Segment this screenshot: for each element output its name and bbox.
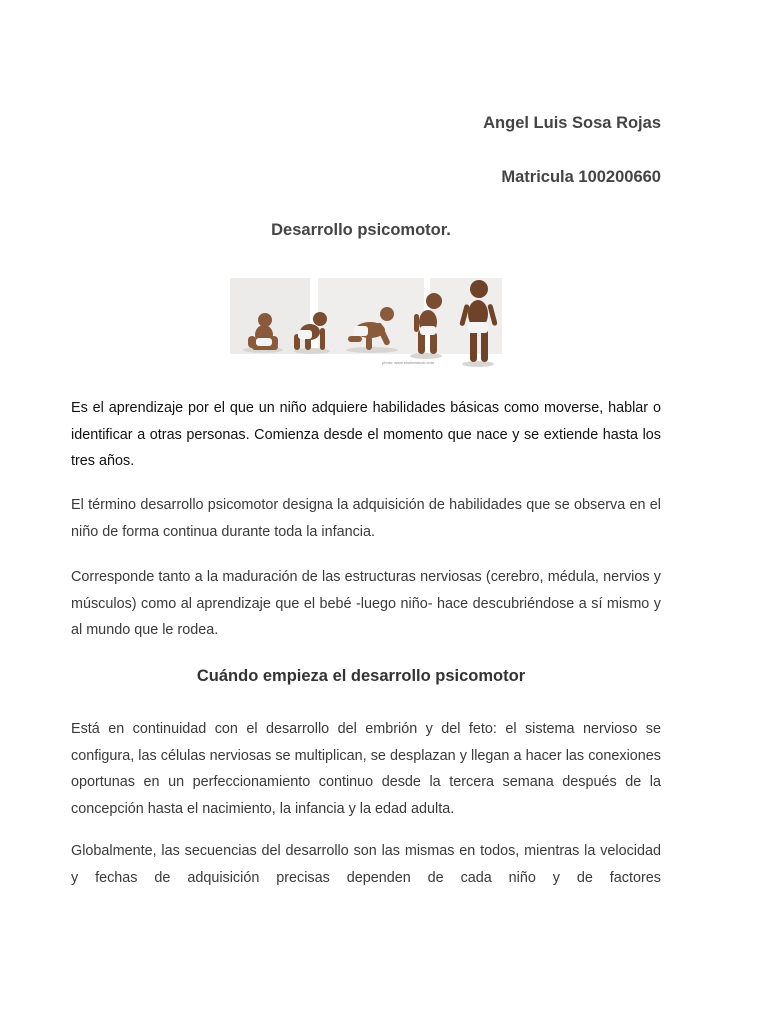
paragraph-2: El término desarrollo psicomotor designa la adquisición de habilidades que se observa en el niño de forma continua durante toda la infancia. (71, 497, 661, 540)
section-paragraph-2: Globalmente, las secuencias del desarrollo son las mismas en todos, mientras la velocidad y fechas de adquisición precisas dependen de cada niño y de factores (71, 843, 661, 886)
section-heading (71, 667, 661, 686)
baby-stages-illustration (230, 278, 502, 368)
student-id: Matricula 100200660 (501, 168, 661, 186)
paragraph-3: Corresponde tanto a la maduración de las estructuras nerviosas (cerebro, médula, nervios y músculos) como al aprendizaje que el bebé -luego niño- hace descubriéndose a sí mismo y al mundo que le rodea. (71, 569, 661, 638)
section-paragraph-1: Está en continuidad con el desarrollo del embrión y del feto: el sistema nervioso se configura, las células nerviosas se multiplican, se desplazan y llegan a hacer las conexiones oportunas en un perfeccionamiento continuo desde la tercera semana después de la concepción hasta el nacimiento, la infancia y la edad adulta. (71, 721, 661, 817)
document-page (71, 0, 661, 1024)
image-caption: photo: www.shutterstock.com (382, 360, 435, 365)
section-heading-text: Cuándo empieza el desarrollo psicomotor (196, 667, 526, 685)
document-title-text: Desarrollo psicomotor. (271, 221, 451, 239)
baby-development-stages-image (230, 278, 502, 368)
author-name: Angel Luis Sosa Rojas (483, 114, 661, 132)
paragraph-1: Es el aprendizaje por el que un niño adquiere habilidades básicas como moverse, hablar o identificar a otras personas. Comienza desde el momento que nace y se extiende hasta los tres años. (71, 400, 661, 469)
document-title (71, 221, 661, 240)
